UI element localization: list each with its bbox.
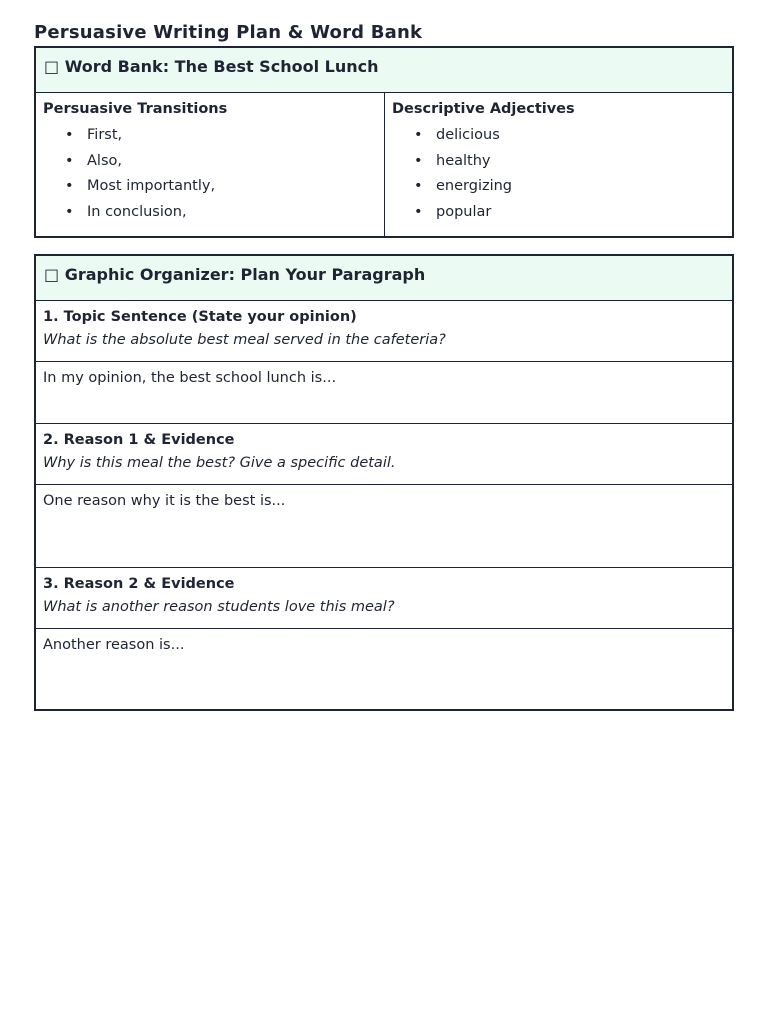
list-item xyxy=(392,149,724,175)
adjective-word: healthy xyxy=(436,152,491,169)
page-title: Persuasive Writing Plan & Word Bank xyxy=(34,22,423,43)
reason-2-answer-area[interactable]: Another reason is... xyxy=(43,637,185,653)
bullet-icon: • xyxy=(414,127,423,143)
list-item xyxy=(43,200,376,226)
bullet-icon: • xyxy=(65,127,74,143)
bullet-icon: • xyxy=(414,204,423,221)
list-item xyxy=(392,200,724,226)
list-item xyxy=(43,149,376,175)
topic-sentence-answer-area[interactable]: In my opinion, the best school lunch is... xyxy=(36,362,732,424)
adjectives-title: Descriptive Adjectives xyxy=(392,101,575,117)
reason-1-answer-area[interactable]: One reason why it is the best is... xyxy=(36,485,732,568)
topic-sentence-question xyxy=(36,301,732,362)
adjective-word: popular xyxy=(436,204,492,221)
section-prompt: Why is this meal the best? Give a specific detail. xyxy=(43,455,396,471)
adjective-word: delicious xyxy=(436,127,500,143)
transition-word: Most importantly, xyxy=(87,178,216,195)
bullet-icon: • xyxy=(65,204,74,221)
bullet-icon: • xyxy=(65,178,74,195)
list-item xyxy=(43,174,376,200)
list-item xyxy=(43,123,376,149)
transitions-column xyxy=(36,93,384,236)
graphic-organizer-box xyxy=(34,254,734,711)
transition-word: In conclusion, xyxy=(87,204,187,221)
adjectives-list xyxy=(392,123,724,226)
adjectives-column xyxy=(384,93,732,236)
transition-word: Also, xyxy=(87,152,122,169)
section-title: 2. Reason 1 & Evidence xyxy=(43,432,235,448)
bullet-icon: • xyxy=(414,178,423,195)
section-prompt: What is the absolute best meal served in the cafeteria? xyxy=(43,332,446,348)
bullet-icon: • xyxy=(65,152,74,169)
list-item xyxy=(392,174,724,200)
word-bank-columns xyxy=(36,93,732,236)
section-prompt: What is another reason students love this meal? xyxy=(43,599,395,615)
section-title: 1. Topic Sentence (State your opinion) xyxy=(43,309,357,325)
reason-2-question xyxy=(36,568,732,629)
word-bank-header: □ Word Bank: The Best School Lunch xyxy=(36,48,732,93)
adjective-word: energizing xyxy=(436,178,513,195)
transitions-title: Persuasive Transitions xyxy=(43,101,228,117)
section-title: 3. Reason 2 & Evidence xyxy=(43,576,235,592)
list-item xyxy=(392,123,724,149)
graphic-organizer-header: □ Graphic Organizer: Plan Your Paragraph xyxy=(36,256,732,301)
reason-1-question xyxy=(36,424,732,485)
bullet-icon: • xyxy=(414,152,423,169)
transition-word: First, xyxy=(87,127,123,143)
word-bank-box xyxy=(34,46,734,238)
transitions-list xyxy=(43,123,376,226)
